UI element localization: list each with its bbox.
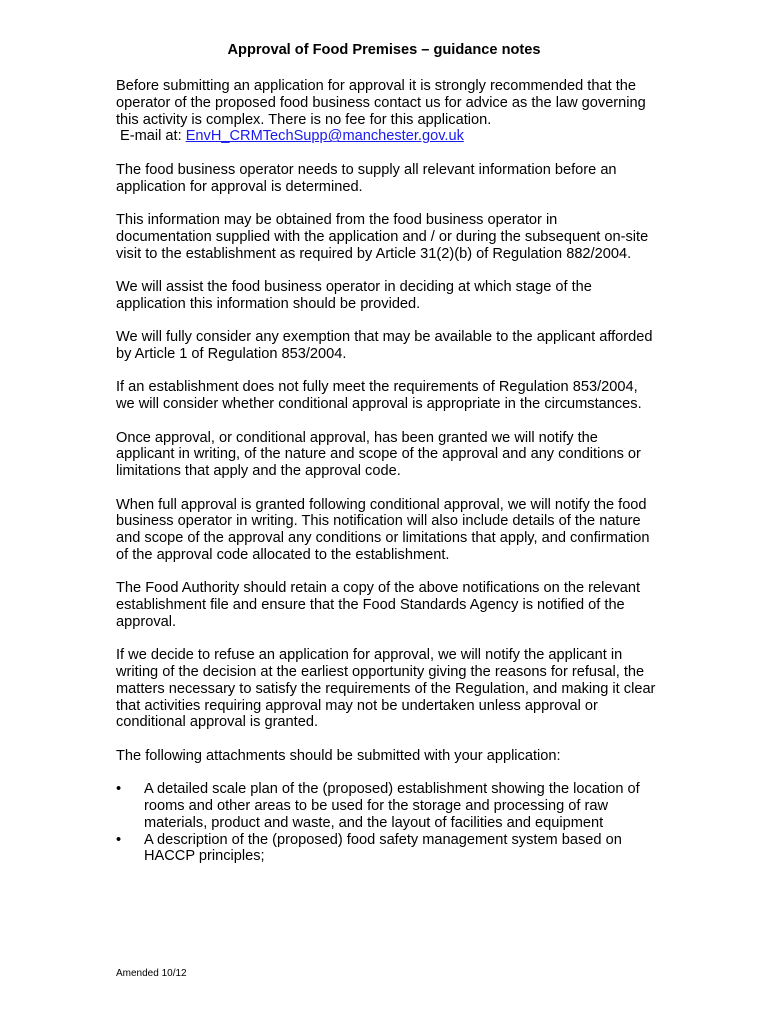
paragraph: We will fully consider any exemption that may be available to the applicant afforded by Article 1 of Regulation 853/2004. <box>116 329 653 362</box>
email-link[interactable]: EnvH_CRMTechSupp@manchester.gov.uk <box>185 128 464 145</box>
document-body <box>116 78 656 865</box>
paragraph: The Food Authority should retain a copy of the above notifications on the relevant establishment file and ensure that the Food Standards Agency is notified of the approval. <box>116 580 641 630</box>
attachments-intro: The following attachments should be submitted with your application: <box>116 747 561 764</box>
page-footer: Amended 10/12 <box>116 968 187 979</box>
paragraph: The food business operator needs to supply all relevant information before an application for approval is determined. <box>116 161 617 195</box>
paragraph: We will assist the food business operator in deciding at which stage of the application this information should be provided. <box>116 278 592 312</box>
bullet-icon: • <box>116 831 122 848</box>
bullet-icon: • <box>116 781 122 798</box>
list-item-text: A description of the (proposed) food safety management system based on HACCP principles; <box>144 831 622 865</box>
intro-text: Before submitting an application for approval it is strongly recommended that the operator of the proposed food business contact us for advice as the law governing this activity is complex. There is no fee for this application. <box>116 78 646 128</box>
email-line <box>116 128 656 145</box>
attachments-list <box>116 781 656 865</box>
document-title: Approval of Food Premises – guidance notes <box>227 42 541 58</box>
paragraph: Once approval, or conditional approval, has been granted we will notify the applicant in writing, of the nature and scope of the approval and any conditions or limitations that apply and the approval code. <box>116 429 641 480</box>
paragraph: When full approval is granted following conditional approval, we will notify the food business operator in writing. This notification will also include details of the nature and scope of the approval any conditions or limitations that apply, and confirmation of the approval code allocated to the establishment. <box>116 496 650 563</box>
list-item <box>116 781 656 831</box>
paragraph: If we decide to refuse an application for approval, we will notify the applicant in writing of the decision at the earliest opportunity giving the reasons for refusal, the matters necessary to satisfy the requirements of the Regulation, and making it clear that activities requiring approval may not be undertaken unless approval or conditional approval is granted. <box>116 647 656 731</box>
paragraph: This information may be obtained from the food business operator in documentation supplied with the application and / or during the subsequent on-site visit to the establishment as required by Article 31(2)(b) of Regulation 882/2004. <box>116 211 649 262</box>
intro-paragraph <box>116 78 656 145</box>
list-item <box>116 832 656 866</box>
email-label: E-mail at: <box>120 128 182 145</box>
list-item-text: A detailed scale plan of the (proposed) establishment showing the location of rooms and other areas to be used for the storage and processing of raw materials, product and waste, and the layout of facilities and equipment <box>144 781 640 831</box>
paragraph: If an establishment does not fully meet the requirements of Regulation 853/2004, we will consider whether conditional approval is appropriate in the circumstances. <box>116 379 642 413</box>
